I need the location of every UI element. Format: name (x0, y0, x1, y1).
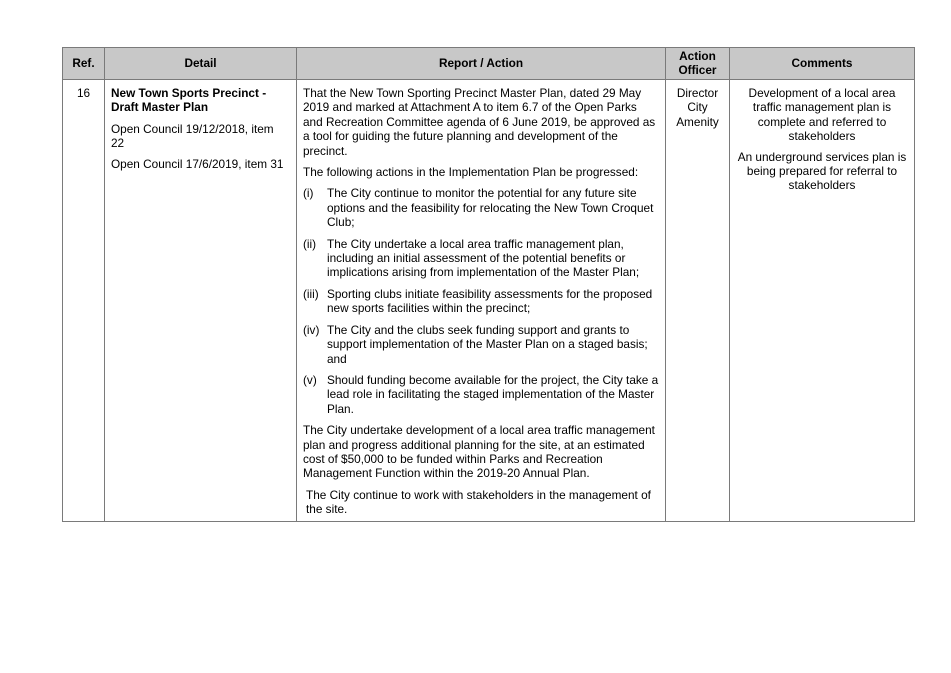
action-number: (iv) (303, 322, 320, 337)
action-text: The City and the clubs seek funding support and grants to support implementation of the Master Plan on a staged basis; and (327, 322, 648, 366)
action-number: (i) (303, 186, 314, 201)
officer-line: Director (676, 86, 719, 100)
action-item (303, 186, 659, 229)
action-number: (ii) (303, 236, 317, 251)
report-action-cell (297, 80, 666, 522)
action-item (303, 287, 659, 316)
action-text: Should funding become available for the project, the City take a lead role in facilitating the staged implementation of the Master Plan. (327, 372, 659, 416)
detail-reference: Open Council 17/6/2019, item 31 (111, 156, 284, 171)
header-action-officer: Action Officer (666, 48, 730, 80)
header-ref: Ref. (63, 48, 105, 80)
action-item (303, 373, 659, 416)
action-number: (iii) (303, 286, 319, 301)
header-row (63, 48, 915, 80)
actions-intro: The following actions in the Implementation Plan be progressed: (303, 165, 639, 180)
ref-cell: 16 (63, 80, 105, 522)
action-officer-cell (666, 80, 730, 522)
action-item (303, 237, 659, 280)
comment: Development of a local area traffic management plan is complete and referred to stakeholders (748, 86, 896, 144)
comments-cell (730, 80, 915, 522)
header-comments: Comments (730, 48, 915, 80)
officer-line: City (687, 100, 708, 115)
report-intro: That the New Town Sporting Precinct Master Plan, dated 29 May 2019 and marked at Attachment A to item 6.7 of the Open Parks and Recreation Committee agenda of 6 June 2019, be approved as a tool for guiding the future planning and development of the precinct. (303, 86, 656, 158)
detail-title: New Town Sports Precinct - Draft Master Plan (111, 86, 267, 115)
action-text: The City continue to monitor the potential for any future site options and the feasibility for relocating the New Town Croquet Club; (327, 186, 654, 230)
action-text: The City undertake a local area traffic management plan, including an initial assessment of the potential benefits or implications arising from implementation of the Master Plan; (327, 236, 640, 280)
header-detail: Detail (105, 48, 297, 80)
detail-cell (105, 80, 297, 522)
action-item (303, 323, 659, 366)
action-number: (v) (303, 372, 317, 387)
resolutions-table (62, 47, 915, 522)
officer-line: Amenity (676, 114, 719, 129)
funding-paragraph: The City undertake development of a local area traffic management plan and progress additional planning for the site, at an estimated cost of $50,000 to be funded within Parks and Recreation Management Function within the 2019-20 Annual Plan. (303, 423, 655, 481)
table-row (63, 80, 915, 522)
header-report-action: Report / Action (297, 48, 666, 80)
closing-paragraph: The City continue to work with stakeholders in the management of the site. (306, 487, 651, 517)
action-text: Sporting clubs initiate feasibility assessments for the proposed new sports facilities within the precinct; (327, 286, 653, 316)
comment: An underground services plan is being prepared for referral to stakeholders (737, 149, 907, 193)
detail-reference: Open Council 19/12/2018, item 22 (111, 121, 274, 151)
